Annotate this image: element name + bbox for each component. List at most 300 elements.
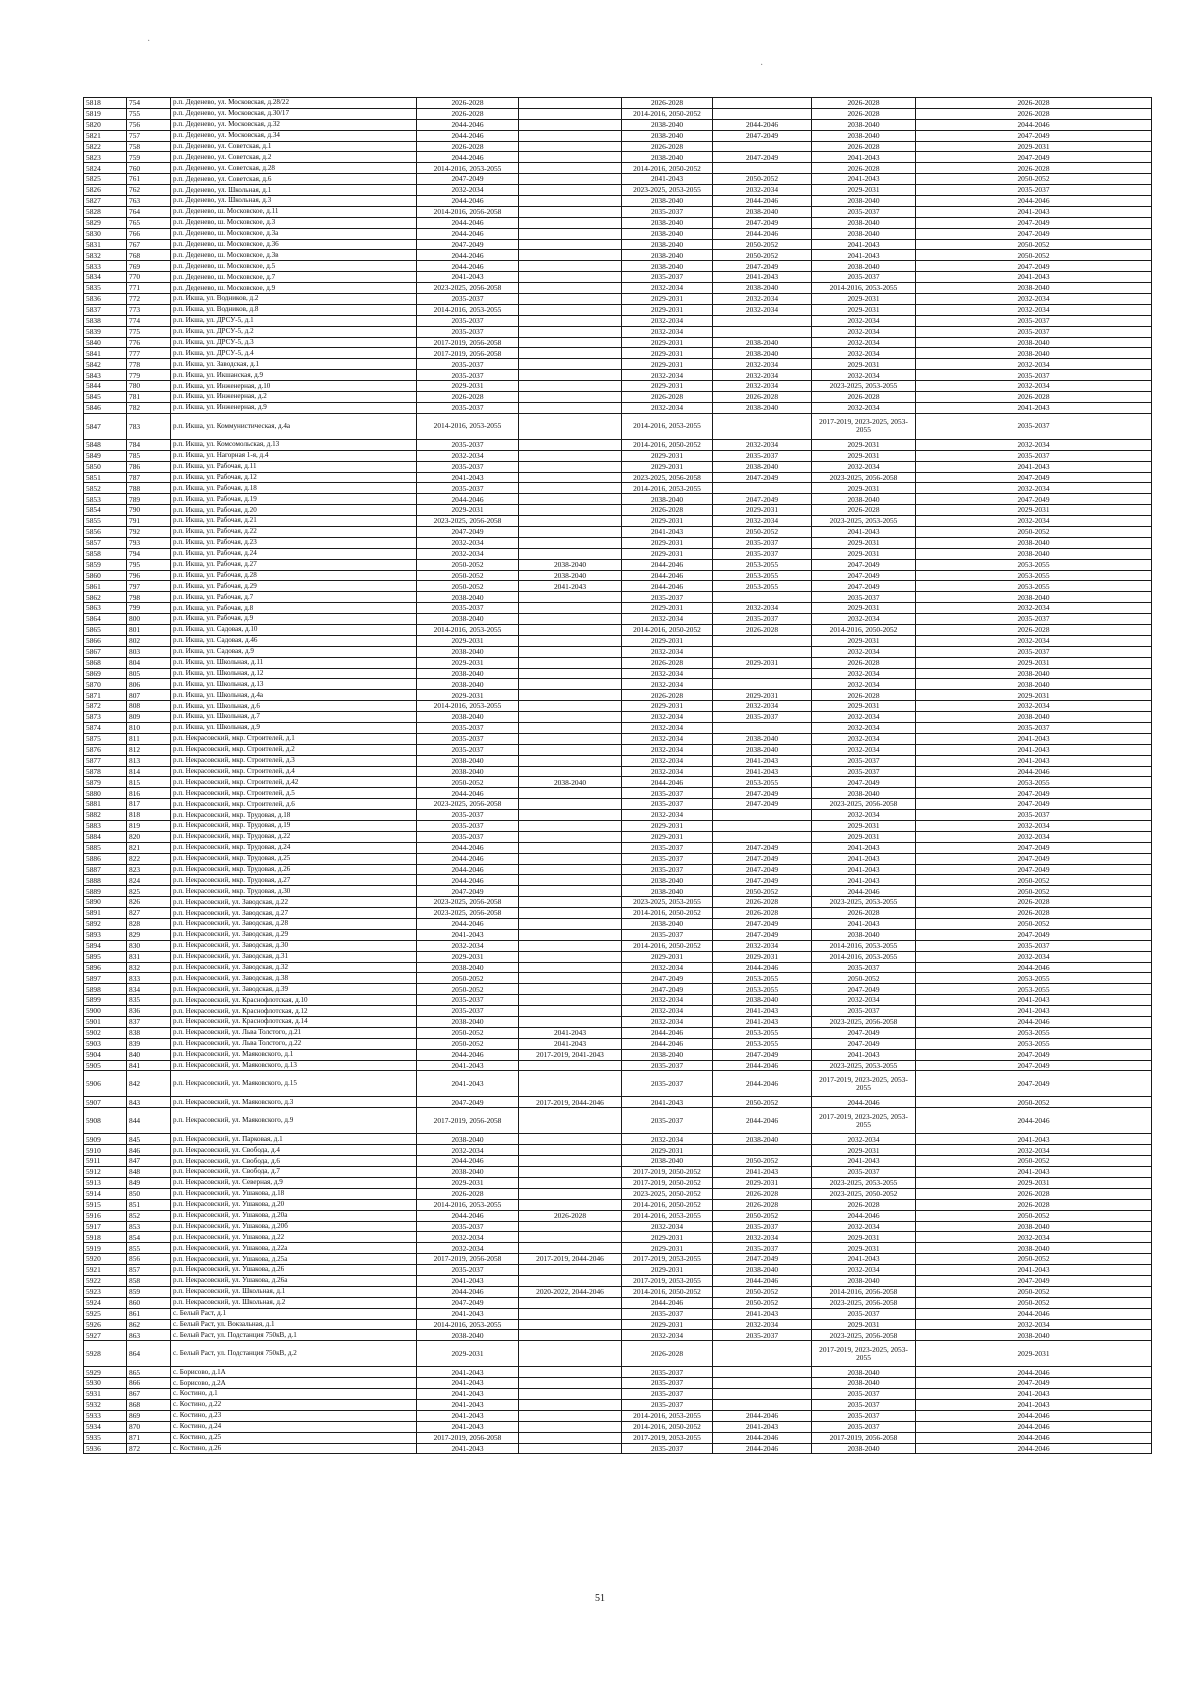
address-cell: р.п. Некрасовский, ул. Заводская, д.39 [171,984,417,995]
row-number-cell: 821 [127,842,171,853]
period-1-cell: 2032-2034 [417,185,519,196]
period-3-cell: 2038-2040 [622,217,713,228]
row-id-cell: 5848 [84,439,127,450]
period-6-cell: 2035-2037 [916,450,1152,461]
period-3-cell: 2029-2031 [622,1265,713,1276]
period-1-cell: 2044-2046 [417,196,519,207]
period-2-cell [519,1319,622,1330]
period-6-cell: 2035-2037 [916,810,1152,821]
table-row [84,505,1152,516]
period-3-cell: 2023-2025, 2056-2058 [622,472,713,483]
period-1-cell: 2026-2028 [417,108,519,119]
table-row [84,1210,1152,1221]
row-number-cell: 770 [127,272,171,283]
period-2-cell: 2020-2022, 2044-2046 [519,1286,622,1297]
row-id-cell: 5934 [84,1421,127,1432]
address-cell: р.п. Икша, ул. ДРСУ-5, д.1 [171,315,417,326]
table-row [84,1145,1152,1156]
table-row [84,1017,1152,1028]
period-4-cell: 2053-2055 [713,984,812,995]
row-number-cell: 774 [127,315,171,326]
row-number-cell: 871 [127,1432,171,1443]
period-5-cell: 2032-2034 [812,326,916,337]
row-id-cell: 5904 [84,1049,127,1060]
period-4-cell: 2035-2037 [713,712,812,723]
row-number-cell: 766 [127,228,171,239]
period-4-cell: 2038-2040 [713,402,812,413]
address-cell: р.п. Некрасовский, ул. Парковая, д.1 [171,1134,417,1145]
row-id-cell: 5818 [84,98,127,109]
period-6-cell: 2047-2049 [916,864,1152,875]
row-number-cell: 836 [127,1006,171,1017]
period-1-cell: 2023-2025, 2056-2058 [417,908,519,919]
row-number-cell: 799 [127,603,171,614]
period-6-cell: 2029-2031 [916,141,1152,152]
period-1-cell: 2038-2040 [417,592,519,603]
row-number-cell: 794 [127,548,171,559]
period-3-cell: 2026-2028 [622,392,713,403]
period-3-cell: 2035-2037 [622,864,713,875]
period-5-cell: 2026-2028 [812,141,916,152]
period-4-cell [713,810,812,821]
period-6-cell: 2026-2028 [916,1188,1152,1199]
period-3-cell: 2032-2034 [622,402,713,413]
period-1-cell: 2047-2049 [417,239,519,250]
period-3-cell: 2035-2037 [622,272,713,283]
period-2-cell [519,1432,622,1443]
period-4-cell: 2038-2040 [713,348,812,359]
period-3-cell: 2044-2046 [622,1297,713,1308]
period-6-cell: 2047-2049 [916,799,1152,810]
period-5-cell: 2026-2028 [812,392,916,403]
address-cell: р.п. Некрасовский, ул. Маяковского, д.15 [171,1071,417,1097]
period-5-cell: 2023-2025, 2056-2058 [812,472,916,483]
address-cell: р.п. Икша, ул. Инженерная, д.10 [171,381,417,392]
table-row [84,1410,1152,1421]
period-6-cell: 2050-2052 [916,239,1152,250]
period-6-cell: 2047-2049 [916,217,1152,228]
table-row [84,1006,1152,1017]
period-5-cell: 2023-2025, 2053-2055 [812,897,916,908]
period-6-cell: 2047-2049 [916,228,1152,239]
period-6-cell: 2038-2040 [916,348,1152,359]
table-row [84,875,1152,886]
row-id-cell: 5885 [84,842,127,853]
period-1-cell: 2032-2034 [417,548,519,559]
period-4-cell: 2044-2046 [713,1432,812,1443]
period-5-cell: 2038-2040 [812,130,916,141]
table-row [84,494,1152,505]
table-row [84,272,1152,283]
table-row [84,472,1152,483]
period-3-cell: 2029-2031 [622,348,713,359]
period-1-cell: 2041-2043 [417,1410,519,1421]
period-5-cell: 2029-2031 [812,450,916,461]
period-2-cell: 2017-2019, 2044-2046 [519,1097,622,1108]
period-4-cell: 2050-2052 [713,886,812,897]
address-cell: р.п. Некрасовский, мкр. Трудовая, д.25 [171,853,417,864]
period-3-cell: 2014-2016, 2050-2052 [622,940,713,951]
period-6-cell: 2053-2055 [916,777,1152,788]
row-id-cell: 5819 [84,108,127,119]
period-5-cell: 2032-2034 [812,668,916,679]
row-id-cell: 5875 [84,733,127,744]
row-number-cell: 789 [127,494,171,505]
period-6-cell: 2047-2049 [916,472,1152,483]
address-cell: р.п. Некрасовский, ул. Заводская, д.38 [171,973,417,984]
row-number-cell: 853 [127,1221,171,1232]
period-5-cell: 2029-2031 [812,537,916,548]
table-row [84,592,1152,603]
row-number-cell: 852 [127,1210,171,1221]
address-cell: р.п. Деденево, ш. Московское, д.36 [171,239,417,250]
period-6-cell: 2044-2046 [916,119,1152,130]
period-2-cell [519,690,622,701]
period-4-cell: 2053-2055 [713,1038,812,1049]
period-1-cell: 2041-2043 [417,1071,519,1097]
period-5-cell: 2035-2037 [812,766,916,777]
row-number-cell: 792 [127,526,171,537]
period-2-cell [519,348,622,359]
address-cell: р.п. Деденево, ул. Московская, д.32 [171,119,417,130]
period-3-cell: 2032-2034 [622,668,713,679]
period-6-cell: 2053-2055 [916,559,1152,570]
table-row [84,777,1152,788]
row-id-cell: 5856 [84,526,127,537]
period-6-cell: 2032-2034 [916,701,1152,712]
period-3-cell: 2038-2040 [622,152,713,163]
period-5-cell: 2035-2037 [812,1389,916,1400]
period-5-cell: 2038-2040 [812,1367,916,1378]
address-cell: р.п. Некрасовский, ул. Заводская, д.22 [171,897,417,908]
table-row [84,995,1152,1006]
period-3-cell: 2038-2040 [622,239,713,250]
address-cell: р.п. Деденево, ул. Московская, д.30/17 [171,108,417,119]
period-4-cell: 2032-2034 [713,516,812,527]
period-2-cell: 2026-2028 [519,1210,622,1221]
period-2-cell [519,217,622,228]
period-6-cell: 2041-2043 [916,206,1152,217]
period-6-cell: 2053-2055 [916,1027,1152,1038]
period-5-cell: 2029-2031 [812,548,916,559]
row-id-cell: 5842 [84,359,127,370]
table-row [84,1275,1152,1286]
address-cell: р.п. Некрасовский, мкр. Трудовая, д.27 [171,875,417,886]
period-3-cell: 2038-2040 [622,228,713,239]
row-id-cell: 5832 [84,250,127,261]
address-cell: р.п. Икша, ул. Заводская, д.1 [171,359,417,370]
row-id-cell: 5829 [84,217,127,228]
period-3-cell: 2035-2037 [622,1308,713,1319]
period-5-cell: 2047-2049 [812,984,916,995]
period-4-cell: 2047-2049 [713,853,812,864]
period-6-cell: 2026-2028 [916,624,1152,635]
table-row [84,516,1152,527]
period-2-cell [519,1017,622,1028]
address-cell: р.п. Икша, ул. Рабочая, д.7 [171,592,417,603]
table-row [84,1060,1152,1071]
period-3-cell: 2017-2019, 2053-2055 [622,1275,713,1286]
period-2-cell: 2041-2043 [519,1027,622,1038]
table-row [84,864,1152,875]
period-3-cell: 2014-2016, 2050-2052 [622,1286,713,1297]
period-6-cell: 2050-2052 [916,1156,1152,1167]
period-2-cell [519,1232,622,1243]
period-6-cell: 2044-2046 [916,1421,1152,1432]
period-1-cell: 2014-2016, 2053-2055 [417,413,519,439]
row-id-cell: 5911 [84,1156,127,1167]
row-number-cell: 861 [127,1308,171,1319]
row-number-cell: 862 [127,1319,171,1330]
period-4-cell: 2035-2037 [713,1243,812,1254]
period-6-cell: 2044-2046 [916,1410,1152,1421]
row-id-cell: 5855 [84,516,127,527]
period-2-cell [519,886,622,897]
period-2-cell: 2041-2043 [519,1038,622,1049]
period-6-cell: 2044-2046 [916,1308,1152,1319]
period-4-cell: 2053-2055 [713,777,812,788]
row-number-cell: 831 [127,951,171,962]
row-id-cell: 5914 [84,1188,127,1199]
period-5-cell: 2035-2037 [812,1167,916,1178]
period-2-cell [519,853,622,864]
period-1-cell: 2047-2049 [417,886,519,897]
table-row [84,712,1152,723]
period-3-cell: 2035-2037 [622,788,713,799]
period-6-cell: 2047-2049 [916,494,1152,505]
row-id-cell: 5839 [84,326,127,337]
row-id-cell: 5930 [84,1378,127,1389]
period-3-cell: 2032-2034 [622,614,713,625]
period-3-cell: 2017-2019, 2053-2055 [622,1254,713,1265]
period-5-cell: 2050-2052 [812,973,916,984]
period-4-cell: 2035-2037 [713,614,812,625]
period-4-cell: 2026-2028 [713,897,812,908]
row-id-cell: 5898 [84,984,127,995]
row-number-cell: 798 [127,592,171,603]
address-cell: р.п. Некрасовский, ул. Маяковского, д.9 [171,1108,417,1134]
row-number-cell: 812 [127,744,171,755]
period-6-cell: 2026-2028 [916,908,1152,919]
address-cell: р.п. Некрасовский, ул. Свобода, д.7 [171,1167,417,1178]
period-5-cell: 2026-2028 [812,657,916,668]
table-row [84,174,1152,185]
period-3-cell: 2035-2037 [622,1378,713,1389]
period-1-cell: 2041-2043 [417,1367,519,1378]
period-6-cell: 2050-2052 [916,1210,1152,1221]
row-number-cell: 769 [127,261,171,272]
period-1-cell: 2029-2031 [417,381,519,392]
period-3-cell: 2029-2031 [622,635,713,646]
period-1-cell: 2044-2046 [417,842,519,853]
address-cell: р.п. Некрасовский, ул. Ушакова, д.18 [171,1188,417,1199]
period-3-cell: 2029-2031 [622,450,713,461]
period-6-cell: 2041-2043 [916,402,1152,413]
period-5-cell: 2026-2028 [812,1199,916,1210]
period-1-cell: 2029-2031 [417,505,519,516]
row-number-cell: 858 [127,1275,171,1286]
table-row [84,1108,1152,1134]
period-3-cell: 2014-2016, 2050-2052 [622,163,713,174]
period-6-cell: 2047-2049 [916,853,1152,864]
period-6-cell: 2041-2043 [916,1006,1152,1017]
period-3-cell: 2044-2046 [622,559,713,570]
row-id-cell: 5847 [84,413,127,439]
period-5-cell: 2035-2037 [812,592,916,603]
table-row [84,537,1152,548]
period-3-cell: 2035-2037 [622,1108,713,1134]
period-3-cell: 2029-2031 [622,1319,713,1330]
period-4-cell [713,668,812,679]
period-6-cell: 2041-2043 [916,755,1152,766]
address-cell: р.п. Икша, ул. Комсомольская, д.13 [171,439,417,450]
address-cell: с. Костино, д.24 [171,1421,417,1432]
period-5-cell: 2038-2040 [812,228,916,239]
address-cell: р.п. Деденево, ш. Московское, д.7 [171,272,417,283]
period-1-cell: 2017-2019, 2056-2058 [417,348,519,359]
address-cell: р.п. Икша, ул. Рабочая, д.18 [171,483,417,494]
period-1-cell: 2035-2037 [417,370,519,381]
period-1-cell: 2041-2043 [417,1389,519,1400]
address-cell: р.п. Икша, ул. Рабочая, д.23 [171,537,417,548]
period-1-cell: 2038-2040 [417,668,519,679]
period-5-cell: 2038-2040 [812,261,916,272]
period-3-cell: 2035-2037 [622,853,713,864]
period-2-cell [519,973,622,984]
period-1-cell: 2035-2037 [417,995,519,1006]
period-1-cell: 2041-2043 [417,472,519,483]
address-cell: р.п. Некрасовский, мкр. Строителей, д.42 [171,777,417,788]
period-2-cell [519,472,622,483]
period-1-cell: 2038-2040 [417,1167,519,1178]
row-number-cell: 804 [127,657,171,668]
period-4-cell [713,483,812,494]
table-row [84,1286,1152,1297]
period-3-cell: 2014-2016, 2050-2052 [622,908,713,919]
period-6-cell: 2032-2034 [916,439,1152,450]
period-4-cell: 2047-2049 [713,842,812,853]
row-id-cell: 5896 [84,962,127,973]
period-2-cell [519,614,622,625]
period-5-cell: 2029-2031 [812,483,916,494]
table-row [84,185,1152,196]
address-cell: р.п. Некрасовский, ул. Ушакова, д.20а [171,1210,417,1221]
period-2-cell [519,1308,622,1319]
table-row [84,283,1152,294]
address-cell: р.п. Некрасовский, ул. Школьная, д.1 [171,1286,417,1297]
period-2-cell [519,494,622,505]
period-2-cell [519,984,622,995]
period-5-cell: 2038-2040 [812,494,916,505]
row-number-cell: 785 [127,450,171,461]
period-5-cell: 2032-2034 [812,995,916,1006]
row-number-cell: 863 [127,1330,171,1341]
period-6-cell: 2032-2034 [916,359,1152,370]
row-id-cell: 5927 [84,1330,127,1341]
period-1-cell: 2029-2031 [417,1177,519,1188]
period-1-cell: 2014-2016, 2053-2055 [417,1319,519,1330]
period-1-cell: 2041-2043 [417,1308,519,1319]
row-number-cell: 838 [127,1027,171,1038]
period-5-cell: 2044-2046 [812,1097,916,1108]
table-row [84,548,1152,559]
period-6-cell: 2041-2043 [916,1134,1152,1145]
row-number-cell: 756 [127,119,171,130]
address-cell: р.п. Икша, ул. ДРСУ-5, д.3 [171,337,417,348]
row-number-cell: 859 [127,1286,171,1297]
period-4-cell: 2044-2046 [713,1071,812,1097]
period-4-cell [713,635,812,646]
row-number-cell: 829 [127,929,171,940]
period-2-cell [519,1297,622,1308]
period-4-cell: 2047-2049 [713,929,812,940]
row-id-cell: 5854 [84,505,127,516]
period-2-cell [519,1134,622,1145]
period-5-cell: 2026-2028 [812,163,916,174]
period-5-cell: 2029-2031 [812,1145,916,1156]
row-id-cell: 5877 [84,755,127,766]
row-id-cell: 5827 [84,196,127,207]
period-3-cell: 2044-2046 [622,1027,713,1038]
row-id-cell: 5923 [84,1286,127,1297]
period-1-cell: 2038-2040 [417,614,519,625]
period-2-cell [519,864,622,875]
row-id-cell: 5849 [84,450,127,461]
address-cell: р.п. Икша, ул. Рабочая, д.9 [171,614,417,625]
table-row [84,1308,1152,1319]
period-1-cell: 2038-2040 [417,1330,519,1341]
period-3-cell: 2026-2028 [622,98,713,109]
address-cell: р.п. Икша, ул. Рабочая, д.11 [171,461,417,472]
row-number-cell: 866 [127,1378,171,1389]
period-1-cell: 2038-2040 [417,679,519,690]
period-3-cell: 2047-2049 [622,984,713,995]
table-row [84,1443,1152,1454]
period-3-cell: 2029-2031 [622,821,713,832]
address-cell: с. Костино, д.22 [171,1399,417,1410]
period-5-cell: 2029-2031 [812,185,916,196]
row-id-cell: 5895 [84,951,127,962]
address-cell: р.п. Икша, ул. Рабочая, д.21 [171,516,417,527]
row-id-cell: 5845 [84,392,127,403]
period-4-cell: 2032-2034 [713,294,812,305]
table-row [84,152,1152,163]
period-2-cell [519,402,622,413]
period-4-cell: 2050-2052 [713,250,812,261]
period-1-cell: 2044-2046 [417,130,519,141]
table-row [84,788,1152,799]
address-cell: р.п. Деденево, ш. Московское, д.11 [171,206,417,217]
row-number-cell: 793 [127,537,171,548]
period-1-cell: 2044-2046 [417,1286,519,1297]
period-5-cell: 2041-2043 [812,842,916,853]
row-number-cell: 806 [127,679,171,690]
row-id-cell: 5850 [84,461,127,472]
address-cell: р.п. Некрасовский, ул. Ушакова, д.25а [171,1254,417,1265]
period-2-cell [519,722,622,733]
period-6-cell: 2041-2043 [916,1265,1152,1276]
period-5-cell: 2023-2025, 2056-2058 [812,1330,916,1341]
address-cell: р.п. Икша, ул. ДРСУ-5, д.2 [171,326,417,337]
table-row [84,1297,1152,1308]
row-id-cell: 5897 [84,973,127,984]
period-3-cell: 2035-2037 [622,929,713,940]
period-6-cell: 2047-2049 [916,929,1152,940]
row-id-cell: 5833 [84,261,127,272]
period-1-cell: 2035-2037 [417,603,519,614]
period-1-cell: 2038-2040 [417,712,519,723]
table-row [84,570,1152,581]
